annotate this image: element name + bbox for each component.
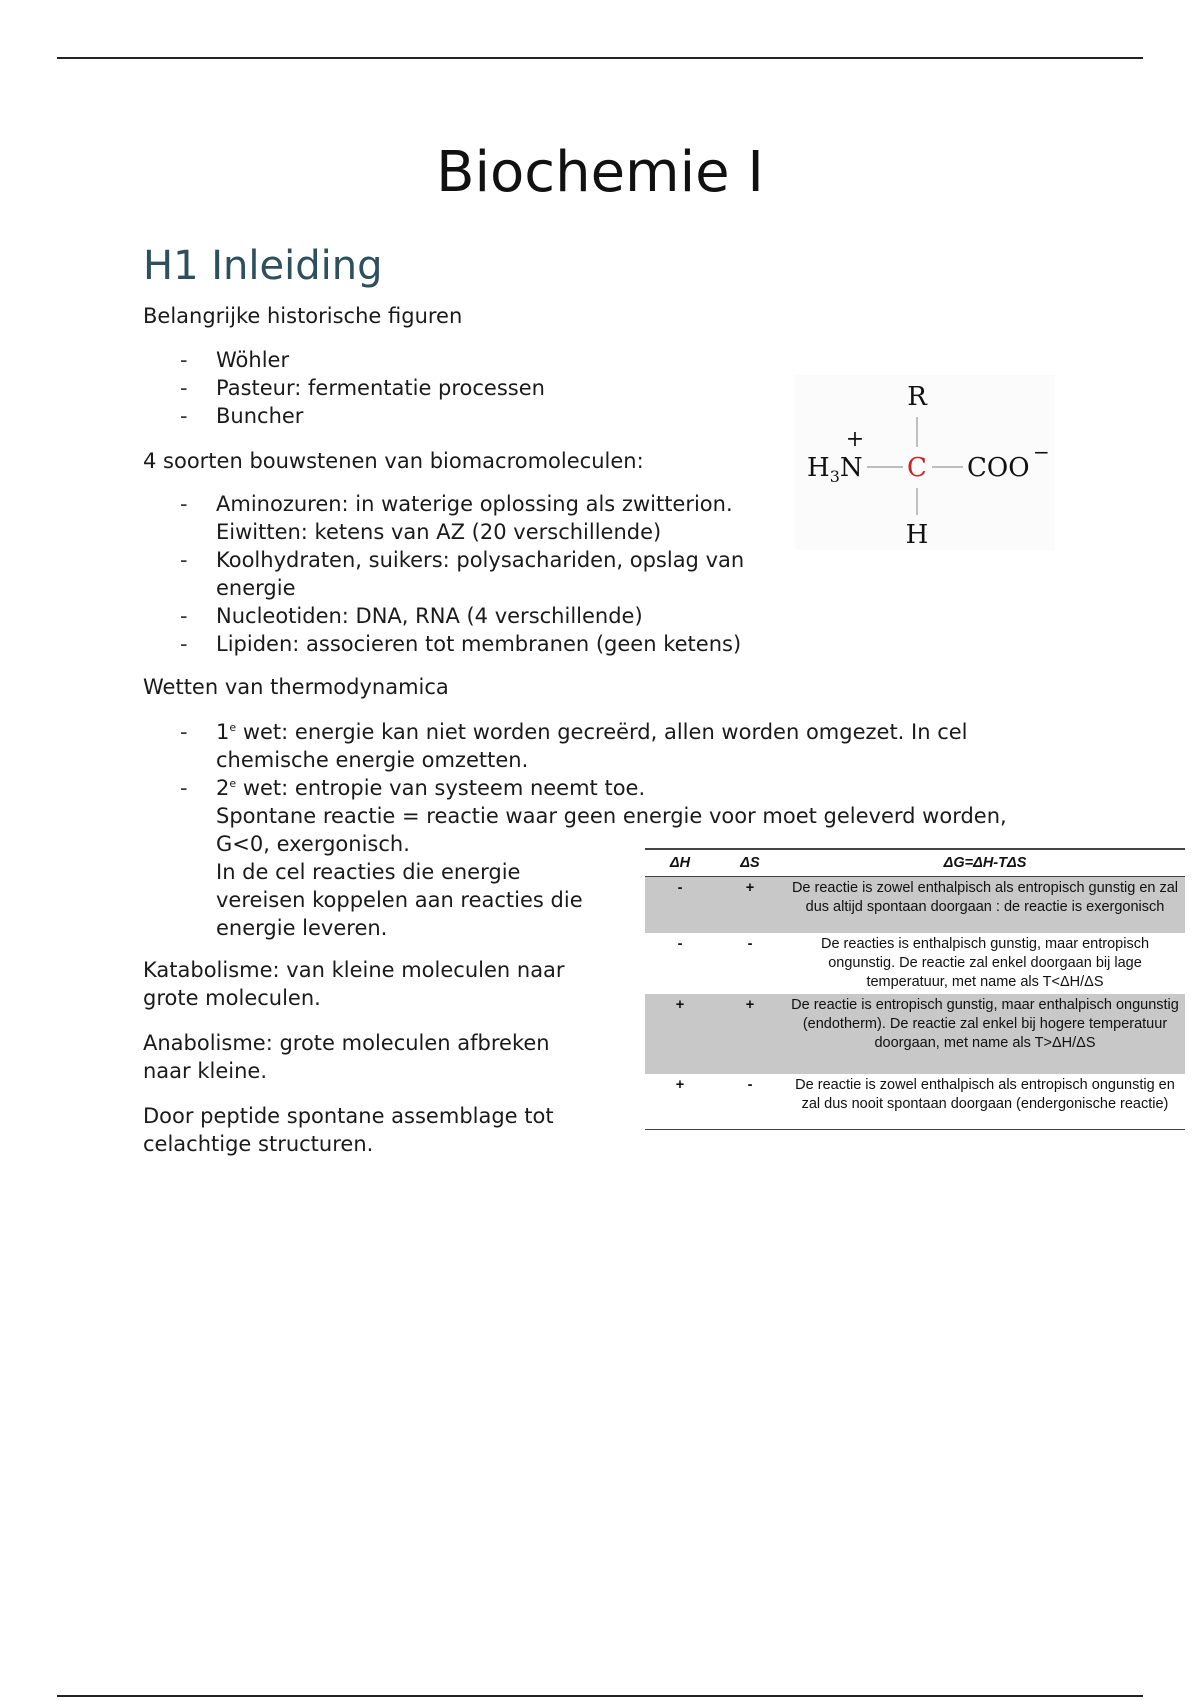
list-item-continuation: Spontane reactie = reactie waar geen energie voor moet geleverd worden, <box>216 804 1007 828</box>
katabolisme-paragraph: Katabolisme: van kleine moleculen naar grote moleculen. <box>143 958 565 1010</box>
table-row <box>645 994 1185 1074</box>
section-heading: H1 Inleiding <box>143 243 383 289</box>
column-header-dg: ΔG=ΔH-TΔS <box>785 849 1185 877</box>
footer-rule <box>57 1695 1143 1697</box>
table-row <box>645 1074 1185 1130</box>
list-item-continuation: In de cel reacties die energie <box>216 860 521 884</box>
list-item-continuation: vereisen koppelen aan reacties die <box>216 888 583 912</box>
gibbs-energy-table <box>645 848 1185 1130</box>
list-item: - Aminozuren: in waterige oplossing als zwitterion. <box>143 490 744 518</box>
building-blocks-intro: 4 soorten bouwstenen van biomacromoleculen: <box>143 449 644 473</box>
ammonium-label: $H_3N$ <box>807 453 863 486</box>
plus-charge-label: + <box>845 427 865 452</box>
table-cell: De reactie is zowel enthalpisch als entropisch gunstig en zal dus altijd spontaan doorgaan : de reactie is exergonisch <box>785 877 1185 933</box>
table-header-row <box>645 849 1185 877</box>
list-item: - Buncher <box>143 402 545 430</box>
table-cell: + <box>645 1074 715 1130</box>
historical-figures-intro: Belangrijke historische figuren <box>143 304 463 328</box>
header-rule <box>57 57 1143 59</box>
r-group-label: R <box>907 382 927 412</box>
list-item-continuation: G<0, exergonisch. <box>216 832 410 856</box>
document-title: Biochemie I <box>436 140 764 205</box>
list-item: - 1e wet: energie kan niet worden gecreërd, allen worden omgezet. In cel <box>143 718 1007 746</box>
list-item: - Nucleotiden: DNA, RNA (4 verschillende) <box>143 602 744 630</box>
list-item-continuation: Eiwitten: ketens van AZ (20 verschillende) <box>216 520 662 544</box>
alpha-carbon-label: C <box>907 453 927 483</box>
table-cell: De reacties is enthalpisch gunstig, maar entropisch ongunstig. De reactie zal enkel doorgaan bij lage temperatuur, met name als T<ΔH/ΔS <box>820 935 1150 990</box>
list-item: - Lipiden: associeren tot membranen (geen ketens) <box>143 630 744 658</box>
building-blocks-list <box>143 490 744 658</box>
list-item: - Wöhler <box>143 346 545 374</box>
carboxylate-label: COO <box>967 453 1030 483</box>
list-item-continuation: energie <box>216 576 296 600</box>
table-row <box>645 877 1185 933</box>
table-cell: De reactie is zowel enthalpisch als entropisch ongunstig en zal dus nooit spontaan doorgaan (endergonische reactie) <box>785 1074 1185 1130</box>
table-cell: - <box>645 877 715 933</box>
table-row <box>645 933 1185 994</box>
list-item-continuation: energie leveren. <box>216 916 388 940</box>
list-item: - 2e wet: entropie van systeem neemt toe. <box>143 774 1007 802</box>
column-header-dh: ΔH <box>645 849 715 877</box>
historical-figures-list <box>143 346 545 430</box>
list-item-continuation: chemische energie omzetten. <box>216 748 529 772</box>
anabolisme-paragraph: Anabolisme: grote moleculen afbreken naar kleine. <box>143 1031 550 1083</box>
amino-acid-structure-figure <box>795 375 1055 550</box>
thermodynamics-intro: Wetten van thermodynamica <box>143 675 449 699</box>
column-header-ds: ΔS <box>715 849 785 877</box>
list-item: - Koolhydraten, suikers: polysachariden, opslag van <box>143 546 744 574</box>
table-cell: + <box>715 994 785 1074</box>
table-cell: De reactie is entropisch gunstig, maar enthalpisch ongunstig (endotherm). De reactie zal enkel bij hogere temperatuur doorgaan, met name als T>ΔH/ΔS <box>785 994 1185 1074</box>
table-cell: + <box>645 994 715 1074</box>
table-cell: - <box>677 935 683 952</box>
list-item: - Pasteur: fermentatie processen <box>143 374 545 402</box>
peptide-paragraph: Door peptide spontane assemblage tot celachtige structuren. <box>143 1104 554 1156</box>
table-cell: - <box>747 935 753 952</box>
minus-charge-label: − <box>1033 440 1050 464</box>
hydrogen-label: H <box>905 520 929 550</box>
table-cell: - <box>715 1074 785 1130</box>
table-cell: + <box>715 877 785 933</box>
